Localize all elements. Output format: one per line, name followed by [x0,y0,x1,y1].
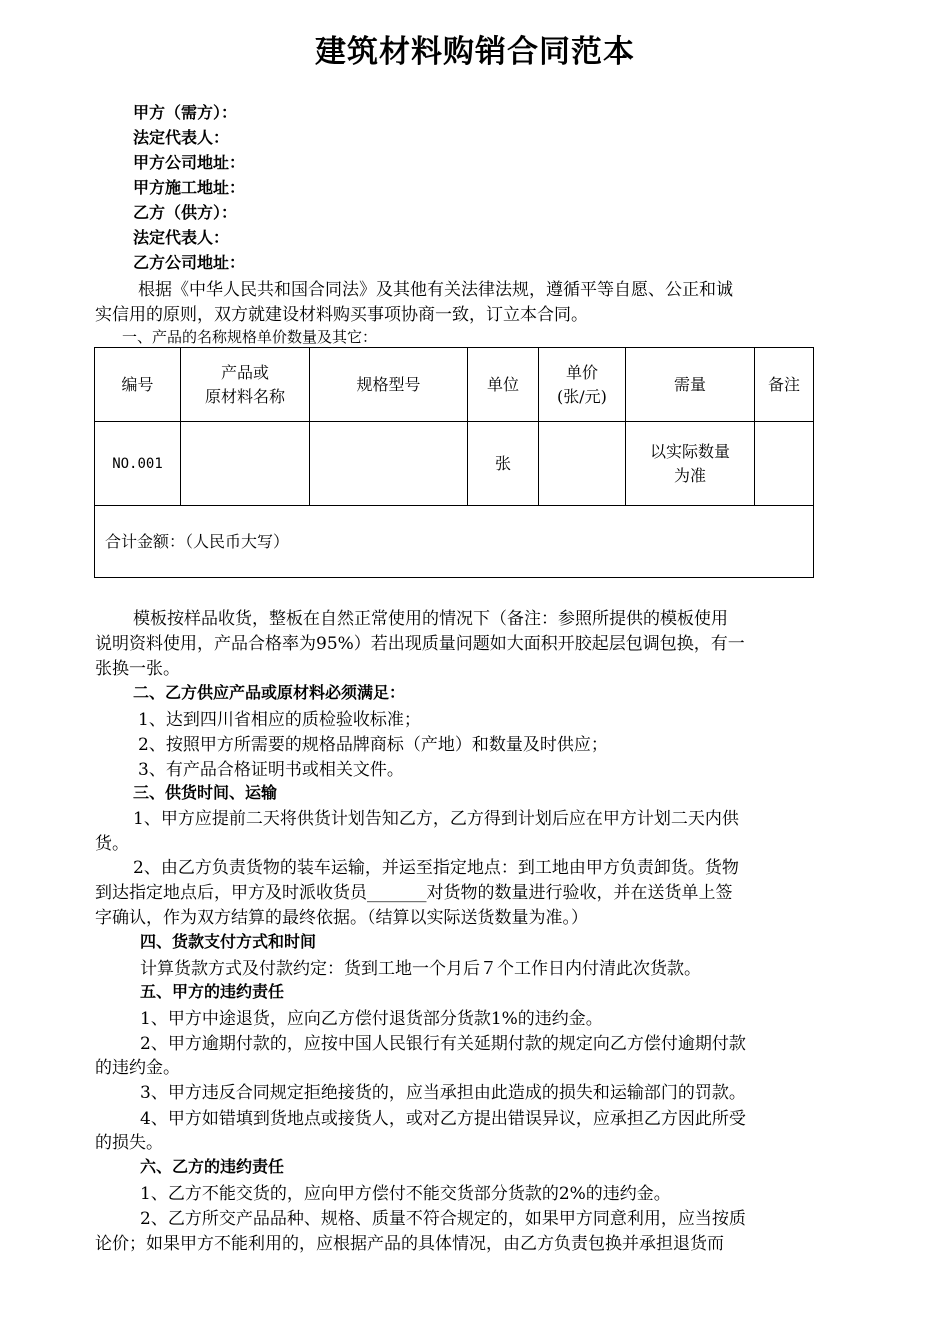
body-line: 到达指定地点后，甲方及时派收货员_______对货物的数量进行验收，并在送货单上签 [95,883,733,903]
cell-note [755,422,814,506]
table-header-row [95,348,814,422]
section-6-heading: 六、乙方的违约责任 [140,1157,285,1176]
cell-qty-line: 以实际数量 [649,441,730,461]
header-name [181,348,310,422]
party-b-company-address-label: 乙方公司地址： [133,253,246,272]
intro-paragraph: 根据《中华人民共和国合同法》及其他有关法律法规，遵循平等自愿、公正和诚 [138,280,733,300]
header-price-line: (张/元) [557,386,607,406]
cell-name [181,422,310,506]
header-note: 备注 [755,348,814,422]
header-name-line: 产品或 [220,362,269,382]
party-b-representative-label: 法定代表人： [133,228,230,247]
body-line: 的违约金。 [95,1058,180,1078]
section-4-heading: 四、货款支付方式和时间 [140,932,317,951]
header-no: 编号 [95,348,181,422]
document-title: 建筑材料购销合同范本 [315,34,635,70]
party-b-label: 乙方（供方）： [133,203,238,222]
table-row [95,422,814,506]
body-line: 2、按照甲方所需要的规格品牌商标（产地）和数量及时供应； [138,735,608,755]
total-amount-label: 合计金额：（人民币大写） [95,506,814,578]
cell-spec [310,422,468,506]
product-table [94,347,814,578]
party-a-label: 甲方（需方）： [133,103,238,122]
body-line: 1、甲方中途退货，应向乙方偿付退货部分货款1%的违约金。 [140,1009,603,1029]
body-line: 货。 [95,834,129,854]
body-line: 模板按样品收货，整板在自然正常使用的情况下（备注：参照所提供的模板使用 [133,609,728,629]
body-line: 1、达到四川省相应的质检验收标准； [138,710,421,730]
header-unit: 单位 [468,348,539,422]
intro-paragraph: 实信用的原则，双方就建设材料购买事项协商一致，订立本合同。 [95,305,588,325]
cell-no: NO.001 [95,422,181,506]
body-line: 2、甲方逾期付款的，应按中国人民银行有关延期付款的规定向乙方偿付逾期付款 [140,1034,746,1054]
cell-unit: 张 [468,422,539,506]
body-line: 2、由乙方负责货物的装车运输，并运至指定地点：到工地由甲方负责卸货。货物 [133,858,739,878]
body-line: 字确认，作为双方结算的最终依据。（结算以实际送货数量为准。） [95,908,588,928]
cell-qty-line: 为准 [673,465,706,485]
section-2-heading: 二、乙方供应产品或原材料必须满足： [133,683,406,702]
cell-qty [626,422,755,506]
body-line: 3、甲方违反合同规定拒绝接货的，应当承担由此造成的损失和运输部门的罚款。 [140,1083,746,1103]
party-a-site-address-label: 甲方施工地址： [133,178,246,197]
body-line: 计算货款方式及付款约定：货到工地一个月后７个工作日内付清此次货款。 [140,959,701,979]
header-name-line: 原材料名称 [204,386,285,406]
party-a-company-address-label: 甲方公司地址： [133,153,246,172]
header-price-line: 单价 [565,362,598,382]
cell-price [539,422,626,506]
party-a-representative-label: 法定代表人： [133,128,230,147]
section-5-heading: 五、甲方的违约责任 [140,982,285,1001]
body-line: 张换一张。 [95,659,180,679]
table-total-row [95,506,814,578]
body-line: 说明资料使用，产品合格率为95%）若出现质量问题如大面积开胶起层包调包换，有一 [95,634,745,654]
body-line: 论价；如果甲方不能利用的，应根据产品的具体情况，由乙方负责包换并承担退货而 [95,1234,724,1254]
body-line: 1、乙方不能交货的，应向甲方偿付不能交货部分货款的2%的违约金。 [140,1184,671,1204]
section-3-heading: 三、供货时间、运输 [133,783,278,802]
body-line: 4、甲方如错填到货地点或接货人，或对乙方提出错误异议，应承担乙方因此所受 [140,1109,746,1129]
body-line: 的损失。 [95,1133,163,1153]
body-line: 2、乙方所交产品品种、规格、质量不符合规定的，如果甲方同意利用，应当按质 [140,1209,746,1229]
header-qty: 需量 [626,348,755,422]
section-1-heading: 一、产品的名称规格单价数量及其它： [122,328,378,346]
body-line: 1、甲方应提前二天将供货计划告知乙方，乙方得到计划后应在甲方计划二天内供 [133,809,739,829]
header-price [539,348,626,422]
body-line: 3、有产品合格证明书或相关文件。 [138,760,404,780]
header-spec: 规格型号 [310,348,468,422]
